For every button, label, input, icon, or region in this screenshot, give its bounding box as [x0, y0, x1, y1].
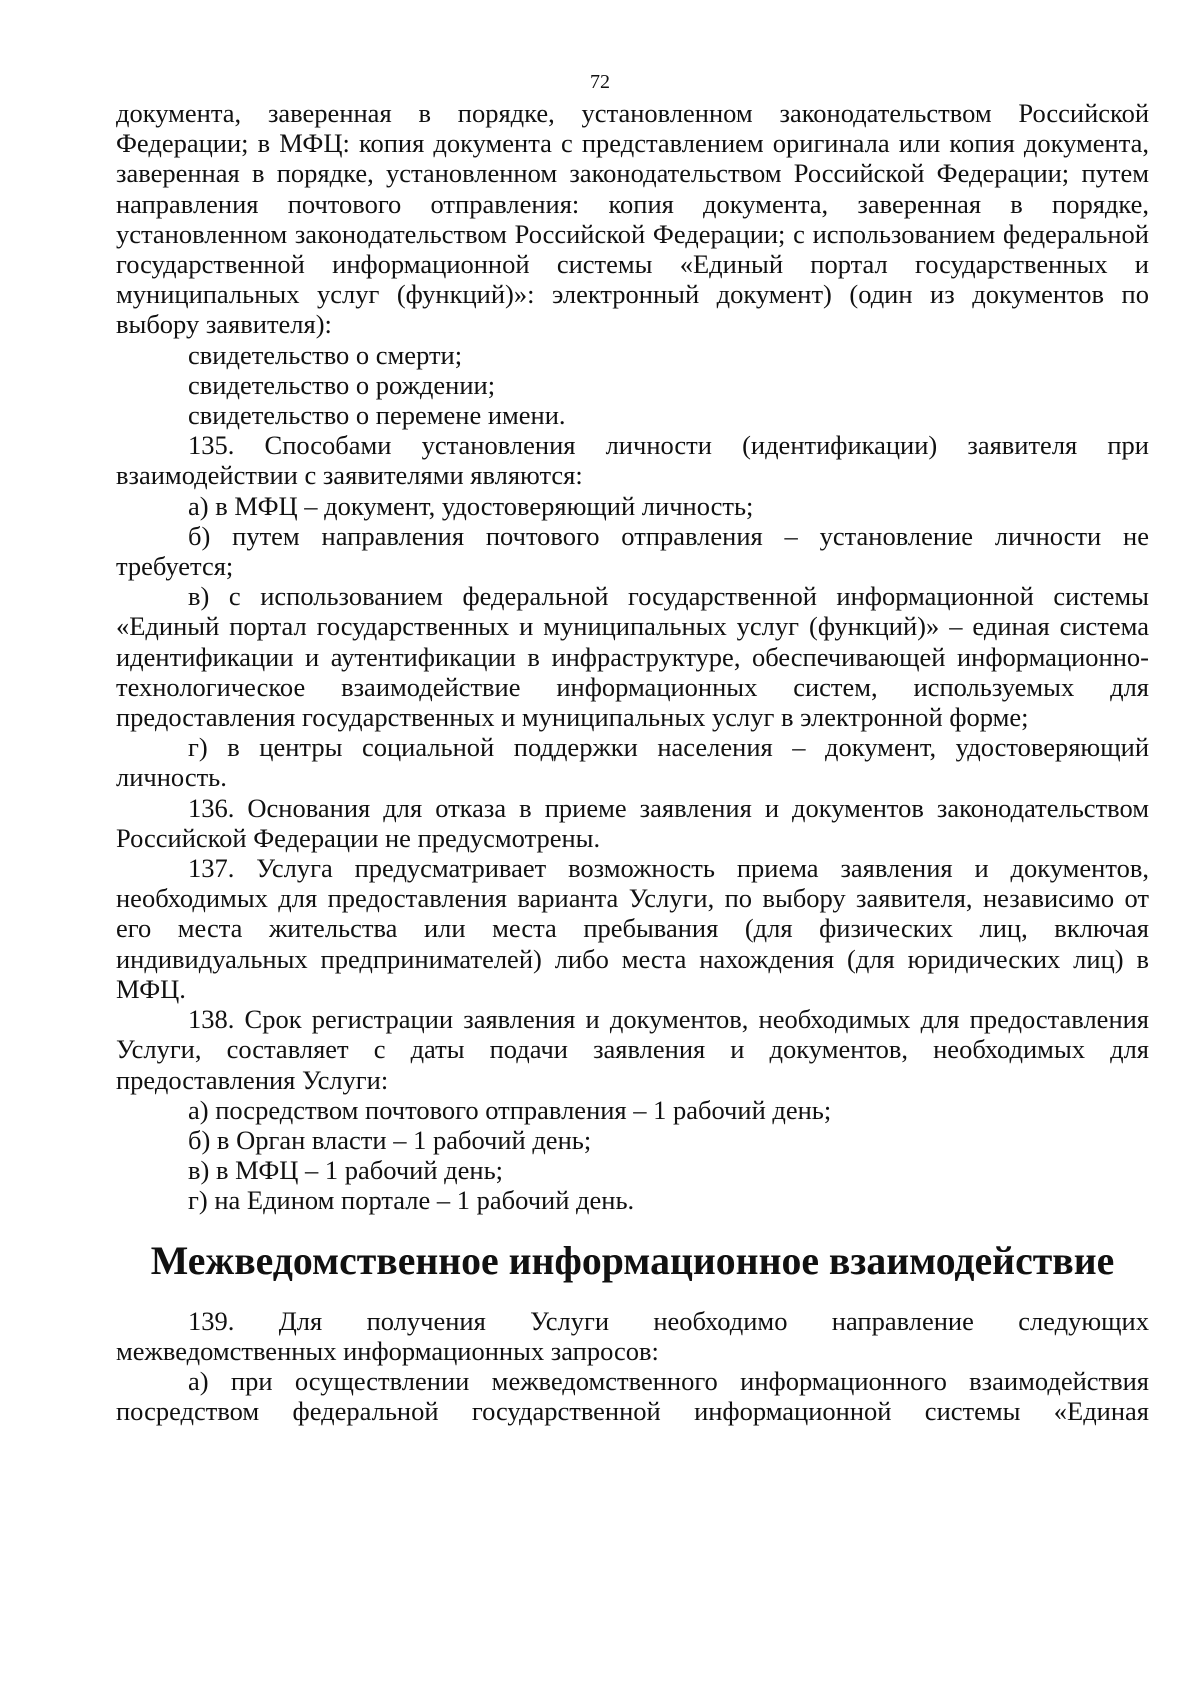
document-body: [116, 98, 1149, 1427]
paragraph-136: 136. Основания для отказа в приеме заявления и документов законодательством Российской Федерации не предусмотрены.: [116, 792, 1149, 853]
paragraph-continuation: документа, заверенная в порядке, установленном законодательством Российской Федерации; в МФЦ: копия документа с представлением оригинала или копия документа, заверенная в порядке, установленном законодательством Российской Федерации; путем направления почтового отправления: копия документа, заверенная в порядке, установленном законодательством Российской Федерации; с использованием федеральной государственной информационной системы «Единый портал государственных и муниципальных услуг (функций)»: электронный документ) (один из документов по выбору заявителя):: [116, 98, 1149, 340]
paragraph-139-a: а) при осуществлении межведомственного информационного взаимодействия посредством федеральной государственной информационной системы «Единая: [116, 1366, 1149, 1427]
paragraph-135: 135. Способами установления личности (идентификации) заявителя при взаимодействии с заявителями являются:: [116, 430, 1149, 491]
paragraph-138: 138. Срок регистрации заявления и документов, необходимых для предоставления Услуги, составляет с даты подачи заявления и документов, необходимых для предоставления Услуги:: [116, 1004, 1149, 1095]
paragraph-135-a: а) в МФЦ – документ, удостоверяющий личность;: [188, 490, 754, 521]
paragraph-135-d: г) в центры социальной поддержки населения – документ, удостоверяющий личность.: [116, 732, 1149, 793]
paragraph-138-b: б) в Орган власти – 1 рабочий день;: [188, 1124, 592, 1155]
paragraph-137: 137. Услуга предусматривает возможность приема заявления и документов, необходимых для предоставления варианта Услуги, по выбору заявителя, независимо от его места жительства или места пребывания (для физических лиц, включая индивидуальных предпринимателей) либо места нахождения (для юридических лиц) в МФЦ.: [116, 853, 1149, 1004]
list-item-birth-certificate: свидетельство о рождении;: [188, 369, 496, 400]
paragraph-135-b: б) путем направления почтового отправления – установление личности не требуется;: [116, 520, 1149, 582]
section-heading: Межведомственное информационное взаимодействие: [150, 1238, 1115, 1283]
paragraph-139: 139. Для получения Услуги необходимо направление следующих межведомственных информационных запросов:: [116, 1305, 1149, 1366]
list-item-death-certificate: свидетельство о смерти;: [188, 339, 463, 370]
paragraph-138-d: г) на Едином портале – 1 рабочий день.: [188, 1185, 635, 1216]
page-number: 72: [590, 71, 610, 93]
paragraph-135-c: в) с использованием федеральной государственной информационной системы «Единый портал государственных и муниципальных услуг (функций)» – единая система идентификации и аутентификации в инфраструктуре, обеспечивающей информационно-технологическое взаимодействие информационных систем, используемых для предоставления государственных и муниципальных услуг в электронной форме;: [116, 581, 1149, 733]
list-item-name-change-certificate: свидетельство о перемене имени.: [188, 400, 566, 431]
paragraph-138-c: в) в МФЦ – 1 рабочий день;: [188, 1155, 504, 1186]
paragraph-138-a: а) посредством почтового отправления – 1 рабочий день;: [188, 1094, 832, 1125]
